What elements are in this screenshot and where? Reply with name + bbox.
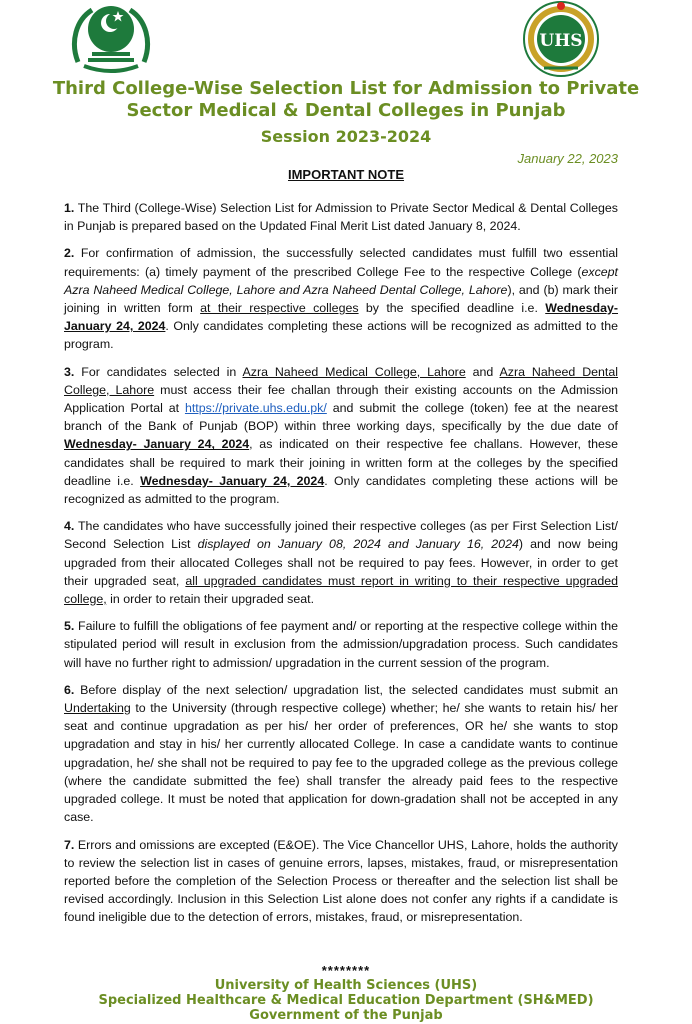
note-1 — [64, 199, 618, 235]
note-text: by the specified deadline i.e. — [358, 301, 546, 316]
note-6 — [64, 681, 618, 827]
portal-link[interactable]: https://private.uhs.edu.pk/ — [184, 401, 327, 416]
note-number: 7. — [64, 837, 75, 852]
note-text: For candidates selected in — [74, 364, 243, 379]
note-underlined-text: all upgraded candidates must report in writing to their respective upgraded college, — [64, 573, 618, 607]
note-number: 1. — [64, 201, 75, 215]
important-note-heading: IMPORTANT NOTE — [287, 167, 405, 182]
note-text: and submit the college (token) fee at the nearest branch of the Bank of Punjab (BOP) within three working days, specifically by the due date of — [64, 401, 618, 434]
note-4 — [64, 517, 618, 608]
note-text: The Third (College-Wise) Selection List for Admission to Private Sector Medical & Dental Colleges in Punjab is prepared based on the Updated Final Merit List dated January 8, 2024. — [64, 201, 618, 234]
note-text: Errors and omissions are excepted (E&OE). The Vice Chancellor UHS, Lahore, holds the authority to review the selection list in cases of genuine errors, lapses, mistakes, fraud, or misrepresentation reported before the completion of the Selection Process or thereafter and the selection list shall be revised accordingly. Inclusion in this Selection List alone does not confer any rights if a candidate is found ineligible due to the detection of errors, mistakes, fraud, or misrepresentation. — [64, 837, 618, 925]
note-2 — [64, 244, 618, 353]
session-label: Session 2023-2024 — [260, 127, 432, 146]
note-underlined-text: at their respective colleges — [200, 301, 359, 316]
footer-line-3: Government of the Punjab — [249, 1008, 443, 1023]
deadline-text: Wednesday- January 24, 2024 — [64, 437, 250, 452]
note-text: must access their fee challan through their existing accounts on the Admission Application Portal at — [64, 382, 618, 416]
note-text: in order to retain their upgraded seat. — [106, 592, 315, 607]
note-italic-text: except Azra Naheed Medical College, Lahore and Azra Naheed Dental College, Lahore — [64, 264, 618, 297]
punjab-emblem-logo — [70, 2, 152, 78]
note-text: Failure to fulfill the obligations of fee payment and/ or reporting at the respective college within the stipulated period will result in exclusion from the admission/upgradation process. Such candidates will have no further right to admission/ upgradation in the current session of the program. — [64, 619, 618, 670]
note-text: For confirmation of admission, the successfully selected candidates must fulfill two essential requirements: (a) timely payment of the prescribed College Fee to the respective College ( — [64, 246, 618, 279]
note-number: 6. — [64, 682, 75, 697]
page-title-line-1: Third College-Wise Selection List for Admission to Private — [52, 78, 640, 99]
uhs-logo-text: UHS — [539, 31, 583, 51]
footer-line-1: University of Health Sciences (UHS) — [214, 978, 478, 993]
deadline-text: Wednesday- January 24, 2024 — [64, 301, 619, 334]
note-text: . Only candidates completing these actions will be recognized as admitted to the program. — [64, 319, 618, 352]
note-text: , as indicated on their respective fee challans. However, these candidates shall be required to mark their joining in written form at the colleges by the specified deadline i.e. — [64, 437, 619, 488]
note-text: to the University (through respective college) whether; he/ she wants to retain his/ her seat and continue upgradation as per his/ her order of preferences, OR he/ she wants to stop upgradation and stay in his/ her currently allocated College. In case a candidate wants to continue upgradation, he/ she shall not be required to pay fee to the upgraded college as the previous college (where the candidate submitted the fee) shall transfer the already paid fees to the respective upgraded college. It must be noted that application for down-gradation shall not be accepted in any case. — [64, 701, 618, 825]
note-7 — [64, 836, 618, 927]
college-name-dental: Azra Naheed Dental College, Lahore — [64, 364, 619, 397]
note-5 — [64, 617, 618, 672]
date-label: January 22, 2023 — [517, 151, 618, 166]
deadline-text: Wednesday- January 24, 2024 — [140, 473, 325, 488]
note-text: Before display of the next selection/ upgradation list, the selected candidates must submit an — [74, 682, 618, 697]
note-text: and — [465, 364, 500, 379]
note-italic-text: displayed on January 08, 2024 and January 16, 2024 — [197, 537, 519, 552]
separator-stars: ******** — [321, 963, 371, 978]
note-number: 2. — [64, 246, 75, 261]
note-number: 3. — [64, 364, 75, 379]
note-number: 4. — [64, 519, 75, 534]
note-text: ), and (b) mark their joining in written form — [64, 282, 619, 316]
notes-body — [64, 199, 618, 936]
footer-line-2: Specialized Healthcare & Medical Education Department (SH&MED) — [98, 993, 594, 1008]
note-text: The candidates who have successfully joined their respective colleges (as per First Selection List/ Second Selection List — [64, 519, 618, 552]
note-number: 5. — [64, 619, 75, 634]
college-name-medical: Azra Naheed Medical College, Lahore — [242, 364, 466, 379]
uhs-emblem-logo — [520, 0, 602, 80]
note-text: ) and now being upgraded from their allocated Colleges shall not be required to pay fees. However, in order to get their upgraded seat, — [64, 537, 618, 588]
note-text: . Only candidates completing these actions will be recognized as admitted to the program. — [64, 473, 618, 507]
page-title-line-2: Sector Medical & Dental Colleges in Punjab — [126, 100, 566, 121]
note-3 — [64, 363, 618, 509]
note-underlined-text: Undertaking — [64, 701, 131, 716]
